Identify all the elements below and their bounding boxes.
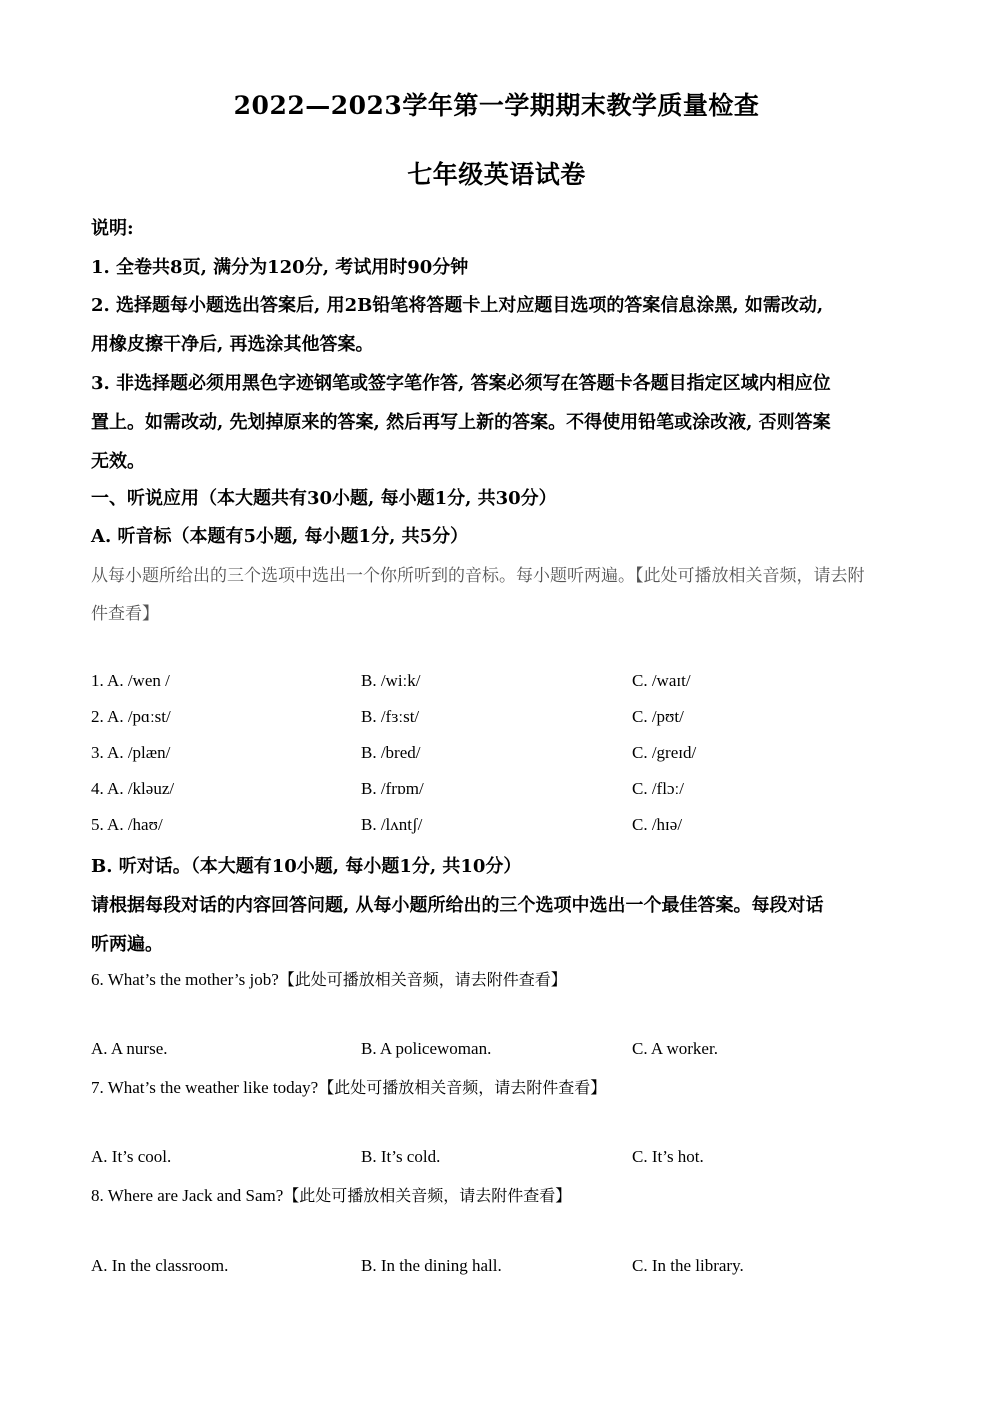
option-a: A. In the classroom. xyxy=(91,1256,229,1275)
question-7 xyxy=(91,1075,606,1098)
option-b: B. /frɒm/ xyxy=(361,779,424,798)
audio-note: 【此处可播放相关音频，请去附件查看】 xyxy=(318,1078,607,1097)
option-a: 4. A. /kləuz/ xyxy=(91,779,175,798)
option-a: A. It’s cool. xyxy=(91,1147,172,1166)
instructions-heading: 说明: xyxy=(91,218,134,239)
part-b-direction-line-2: 听两遍。 xyxy=(91,934,163,955)
option-c: C. /waɪt/ xyxy=(632,671,691,690)
option-a: A. A nurse. xyxy=(91,1039,168,1058)
instruction-item-2-line-1: 2. 选择题每小题选出答案后, 用2B铅笔将答题卡上对应题目选项的答案信息涂黑, 如需改动, xyxy=(91,295,824,316)
audio-note: 【此处可播放相关音频，请去附件查看】 xyxy=(283,1186,572,1205)
option-a: 3. A. /plæn/ xyxy=(91,743,171,762)
question-text: 7. What’s the weather like today? xyxy=(91,1078,319,1097)
option-c: C. /flɔː/ xyxy=(632,779,684,798)
instruction-item-3-line-2: 置上。如需改动, 先划掉原来的答案, 然后再写上新的答案。不得使用铅笔或涂改液, 否则答案 xyxy=(91,412,831,433)
option-c: C. /greɪd/ xyxy=(632,743,697,762)
option-c: C. A worker. xyxy=(632,1039,718,1058)
option-a: 2. A. /pɑːst/ xyxy=(91,707,171,726)
instruction-item-3-line-3: 无效。 xyxy=(91,451,145,472)
part-a-direction-line-1: 从每小题所给出的三个选项中选出一个你所听到的音标。每小题听两遍。【此处可播放相关音频，请去附 xyxy=(91,566,865,586)
option-b: B. A policewoman. xyxy=(361,1039,492,1058)
exam-subtitle: 七年级英语试卷 xyxy=(407,160,586,189)
option-c: C. It’s hot. xyxy=(632,1147,704,1166)
question-8 xyxy=(91,1183,571,1206)
option-c: C. In the library. xyxy=(632,1256,744,1275)
instruction-item-2-line-2: 用橡皮擦干净后, 再选涂其他答案。 xyxy=(91,334,374,355)
option-b: B. /lʌntʃ/ xyxy=(361,815,423,834)
option-a: 1. A. /wen / xyxy=(91,671,170,690)
section-1-heading: 一、听说应用（本大题共有30小题, 每小题1分, 共30分） xyxy=(91,488,557,509)
phonetic-item-2 xyxy=(91,707,911,731)
question-6 xyxy=(91,967,567,990)
option-b: B. /fɜːst/ xyxy=(361,707,420,726)
part-b-direction-line-1: 请根据每段对话的内容回答问题, 从每小题所给出的三个选项中选出一个最佳答案。每段对话 xyxy=(91,895,824,916)
question-text: 6. What’s the mother’s job? xyxy=(91,970,279,989)
audio-note: 【此处可播放相关音频，请去附件查看】 xyxy=(278,970,567,989)
option-b: B. It’s cold. xyxy=(361,1147,441,1166)
exam-title: 2022—2023学年第一学期期末教学质量检查 xyxy=(233,91,760,120)
part-a-heading: A. 听音标（本题有5小题, 每小题1分, 共5分） xyxy=(91,526,469,547)
part-a-direction-line-2: 件查看】 xyxy=(91,604,159,624)
part-b-heading: B. 听对话。（本大题有10小题, 每小题1分, 共10分） xyxy=(91,856,522,877)
phonetic-item-3 xyxy=(91,743,911,767)
phonetic-item-1 xyxy=(91,671,911,695)
option-b: B. /bred/ xyxy=(361,743,421,762)
option-b: B. /wiːk/ xyxy=(361,671,421,690)
option-b: B. In the dining hall. xyxy=(361,1256,502,1275)
option-c: C. /pʊt/ xyxy=(632,707,684,726)
question-6-options xyxy=(91,1039,911,1063)
phonetic-item-4 xyxy=(91,779,911,803)
option-a: 5. A. /haʊ/ xyxy=(91,815,163,834)
instruction-item-1: 1. 全卷共8页, 满分为120分, 考试用时90分钟 xyxy=(91,257,469,278)
instruction-item-3-line-1: 3. 非选择题必须用黑色字迹钢笔或签字笔作答, 答案必须写在答题卡各题目指定区域内相应位 xyxy=(91,373,831,394)
question-8-options xyxy=(91,1256,911,1280)
question-7-options xyxy=(91,1147,911,1171)
option-c: C. /hɪə/ xyxy=(632,815,683,834)
phonetic-item-5 xyxy=(91,815,911,839)
question-text: 8. Where are Jack and Sam? xyxy=(91,1186,284,1205)
